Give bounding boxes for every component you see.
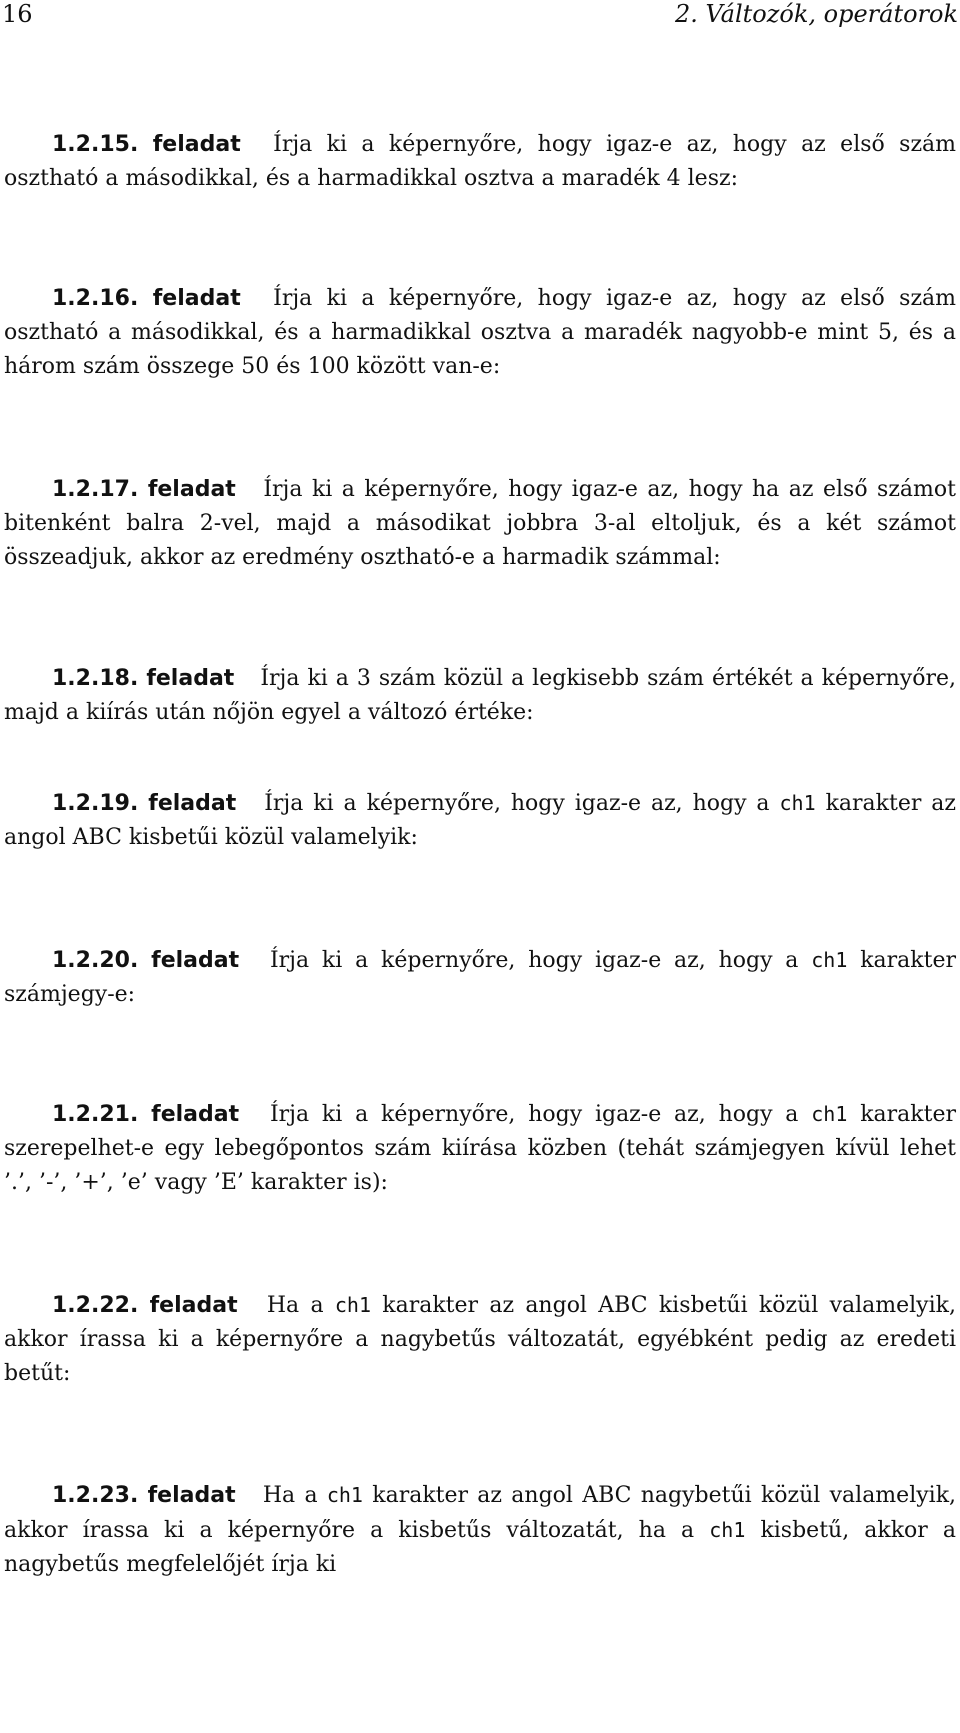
exercise-text: karakter az angol ABC nagybetűi közül valamelyik, akkor írassa ki a képernyőre a kisbetűs változatát, ha a: [4, 1483, 957, 1543]
exercise-label: feladat: [147, 477, 236, 502]
exercise-number: 1.2.22.: [52, 1293, 139, 1318]
exercise-1-2-18: [4, 662, 956, 730]
exercise-label: feladat: [149, 1293, 238, 1318]
exercise-text: karakter az angol ABC kisbetűi közül valamelyik:: [4, 791, 956, 850]
exercise-text: karakter szerepelhet-e egy lebegőpontos szám kiírása közben (tehát számjegyen kívül lehet ’.’, ’-’, ’+’, ’e’ vagy ’E’ karakter is):: [4, 1102, 957, 1195]
page-number: 16: [2, 0, 33, 28]
exercise-label: feladat: [148, 791, 237, 816]
exercise-text: Írja ki a 3 szám közül a legkisebb szám értékét a képernyőre, majd a kiírás után nőjön egyel a változó értéke:: [4, 666, 957, 725]
exercise-number: 1.2.18.: [52, 666, 139, 691]
exercise-label: feladat: [152, 132, 241, 157]
code-variable: ch1: [811, 948, 848, 972]
exercise-1-2-21: [4, 1097, 956, 1200]
exercise-1-2-20: [4, 943, 956, 1012]
exercise-text: Írja ki a képernyőre, hogy igaz-e az, hogy a: [264, 791, 770, 816]
exercise-1-2-23: [4, 1478, 956, 1582]
exercise-text: karakter számjegy-e:: [4, 948, 957, 1007]
code-variable: ch1: [334, 1293, 371, 1317]
code-variable: ch1: [326, 1483, 363, 1507]
exercise-text: Ha a: [262, 1483, 318, 1508]
exercise-number: 1.2.23.: [52, 1483, 139, 1508]
exercise-text: Írja ki a képernyőre, hogy igaz-e az, hogy az első szám osztható a másodikkal, és a harmadikkal osztva a maradék nagyobb-e mint 5, és a három szám összege 50 és 100 között van-e:: [4, 286, 957, 379]
exercise-text: Írja ki a képernyőre, hogy igaz-e az, hogy a: [269, 1102, 799, 1127]
exercise-text: Írja ki a képernyőre, hogy igaz-e az, hogy ha az első számot bitenként balra 2-vel, majd a másodikat jobbra 3-al eltoljuk, és a két számot összeadjuk, akkor az eredmény osztható-e a harmadik számmal:: [4, 477, 956, 570]
exercise-1-2-17: [4, 473, 956, 575]
exercise-number: 1.2.15.: [52, 132, 139, 157]
exercise-text: kisbetű, akkor a nagybetűs megfelelőjét írja ki: [4, 1518, 957, 1577]
exercise-1-2-16: [4, 282, 956, 384]
code-variable: ch1: [811, 1102, 848, 1126]
exercise-text: Írja ki a képernyőre, hogy igaz-e az, hogy az első szám osztható a másodikkal, és a harmadikkal osztva a maradék 4 lesz:: [4, 132, 957, 191]
exercise-1-2-15: [4, 128, 956, 196]
exercise-number: 1.2.16.: [52, 286, 139, 311]
exercise-label: feladat: [146, 666, 235, 691]
exercise-text: Ha a: [266, 1293, 324, 1318]
code-variable: ch1: [709, 1518, 746, 1542]
exercise-1-2-22: [4, 1288, 956, 1391]
chapter-title: 2. Változók, operátorok: [675, 0, 958, 28]
page-header: [0, 0, 960, 30]
exercise-text: Írja ki a képernyőre, hogy igaz-e az, hogy a: [269, 948, 799, 973]
exercise-1-2-19: [4, 786, 956, 855]
exercise-label: feladat: [147, 1483, 236, 1508]
code-variable: ch1: [779, 791, 816, 815]
exercise-number: 1.2.19.: [52, 791, 139, 816]
exercise-number: 1.2.21.: [52, 1102, 139, 1127]
exercise-number: 1.2.17.: [52, 477, 139, 502]
exercise-label: feladat: [151, 1102, 240, 1127]
exercise-label: feladat: [152, 286, 241, 311]
exercise-label: feladat: [151, 948, 240, 973]
exercise-number: 1.2.20.: [52, 948, 139, 973]
exercise-text: karakter az angol ABC kisbetűi közül valamelyik, akkor írassa ki a képernyőre a nagybetűs változatát, egyébként pedig az eredeti betűt:: [4, 1293, 956, 1386]
